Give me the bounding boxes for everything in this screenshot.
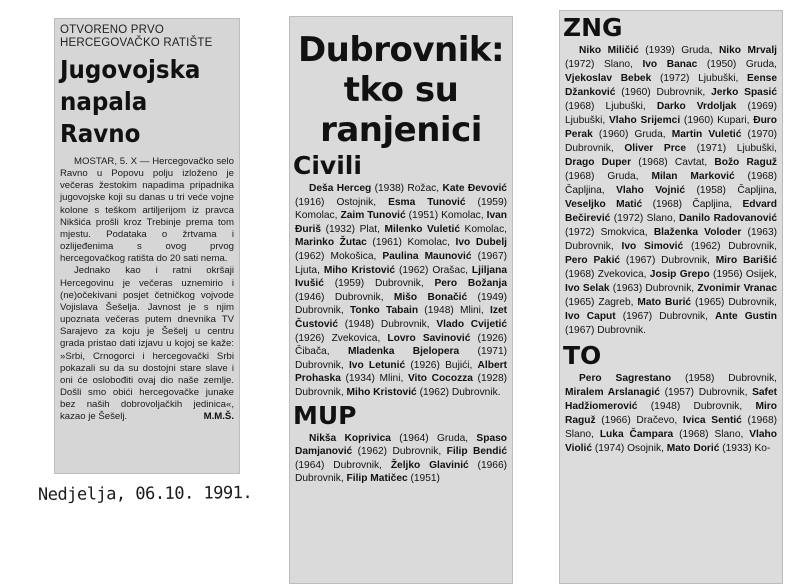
section-heading-to: TO — [563, 341, 602, 370]
kicker-line-2: HERCEGOVAČKO RATIŠTE — [60, 37, 213, 49]
mup-list — [295, 432, 507, 486]
civili-text: Deša Herceg (1938) Rožac, Kate Đevović (1916) Ostojnik, Esma Tunović (1959) Komolac, Zaim Tunović (1951) Komolac, Ivan Đuriš (1932) Plat, Milenko Vuletić Komolac, Marinko Žutac (1961) Komolac, Ivo Dubelj (1962) Mokošica, Paulina Maunović (1967) Ljuta, Miho Kristović (1962) Orašac, Ljiljana Ivušić (1959) Dubrovnik, Pero Božanja (1946) Dubrovnik, Mišo Bonačić (1949) Dubrovnik, Tonko Tabain (1948) Mlini, Izet Čustović (1948) Dubrovnik, Vlado Cvijetić (1926) Zvekovica, Lovro Savinović (1926) Čibača, Mladenka Bjelopera (1971) Dubrovnik, Ivo Letunić (1926) Bujići, Albert Prohaska (1934) Mlini, Vito Cocozza (1928) Dubrovnik, Miho Kristović (1962) Dubrovnik. — [295, 183, 508, 398]
paragraph-2: Jednako kao i ratni okršaji Hercegovinu je večeras uznemirio i (ne)očekivani posjet četničkog vojvode Vojislava Šešelja. Javnost je s njim upoznata večeras putem dnevnika TV Sarajevo za koju je Šešelj u centru grada pristao dati izjavu u kojoj se kaže: »Srbi, Crnogorci i hercegovački Srbi pokazali su da su dostojni stare slave i oni će oslobođiti ovaj dio naše zemlje. Došli smo obići hercegovačke junake bez naših dobrovoljačkih jedinica«, kazao je Šešelj. — [60, 265, 234, 423]
kicker-line-1: OTVORENO PRVO — [60, 24, 164, 36]
mup-text: Nikša Koprivica (1964) Gruda, Spaso Damjanović (1962) Dubrovnik, Filip Bendić (1964) Dubrovnik, Željko Glavinić (1966) Dubrovnik, Filip Matičec (1951) — [295, 432, 507, 485]
kicker — [60, 24, 234, 50]
headline-line-2: tko su — [343, 70, 459, 110]
headline-line-1: Jugovojska — [60, 55, 201, 84]
zng-text: Niko Miličić (1939) Gruda, Niko Mrvalj (1972) Slano, Ivo Banac (1950) Gruda, Vjekoslav Bebek (1972) Ljubuški, Eense Džanković (1960) Dubrovnik, Jerko Spasić (1968) Ljubuški, Darko Vrdoljak (1969) Ljubuški, Vlaho Srijemci (1960) Kupari, Đuro Perak (1960) Gruda, Martin Vuletić (1970) Dubrovnik, Oliver Prce (1971) Ljubuški, Drago Duper (1968) Cavtat, Božo Raguž (1968) Gruda, Milan Marković (1968) Čapljina, Vlaho Vojnić (1958) Čapljina, Veseljko Matić (1968) Čapljina, Edvard Bečirević (1972) Slano, Danilo Radovanović (1972) Smokvica, Blaženka Voloder (1963) Dubrovnik, Ivo Simović (1962) Dubrovnik, Pero Pakić (1967) Dubrovnik, Miro Barišić (1968) Zvekovica, Josip Grepo (1956) Osijek, Ivo Selak (1963) Dubrovnik, Zvonimir Vranac (1965) Zagreb, Mato Burić (1965) Dubrovnik, Ivo Caput (1967) Dubrovnik, Ante Gustin (1967) Dubrovnik. — [565, 45, 778, 336]
to-text: Pero Sagrestano (1958) Dubrovnik, Miralem Arslanagić (1957) Dubrovnik, Safet Hadžiomerović (1948) Dubrovnik, Miro Raguž (1966) Dračevo, Ivica Sentić (1968) Slano, Luka Čampara (1968) Slano, Vlaho Violić (1974) Osojnik, Mato Dorić (1933) Ko- — [565, 373, 778, 454]
headline-line-1: Dubrovnik: — [297, 30, 505, 70]
headline-line-2: napala Ravno — [60, 87, 148, 148]
headline — [60, 54, 220, 150]
zng-list — [565, 44, 777, 338]
section-heading-civili: Civili — [293, 151, 362, 180]
headline-line-3: ranjenici — [320, 110, 482, 150]
news-clipping-dubrovnik-wounded — [289, 16, 513, 584]
civili-list — [295, 182, 507, 400]
handwritten-date: Nedjelja, 06.10. 1991. — [37, 483, 253, 505]
author-signature: M.M.Š. — [203, 411, 234, 423]
to-list — [565, 372, 777, 456]
paragraph-1: MOSTAR, 5. X — Hercegovačko selo Ravno u Popovu polju izloženo je večeras žestokim napadima pripadnika jugovojske koji su danas u tri veće vojne kolone s teškom artiljerijom iz pravca Nikšića prošli kroz Trebinje prema tom mjestu. Podataka o žrtvama i ozlijeđenima s ovog prvog hercegovačkog ratišta do 20 sati nema. — [60, 156, 234, 265]
headline — [291, 30, 511, 150]
section-heading-mup: MUP — [293, 400, 357, 430]
section-heading-zng: ZNG — [563, 13, 623, 42]
news-clipping-ravno — [54, 18, 240, 474]
article-body — [60, 156, 234, 423]
news-clipping-zng-to — [559, 10, 783, 584]
